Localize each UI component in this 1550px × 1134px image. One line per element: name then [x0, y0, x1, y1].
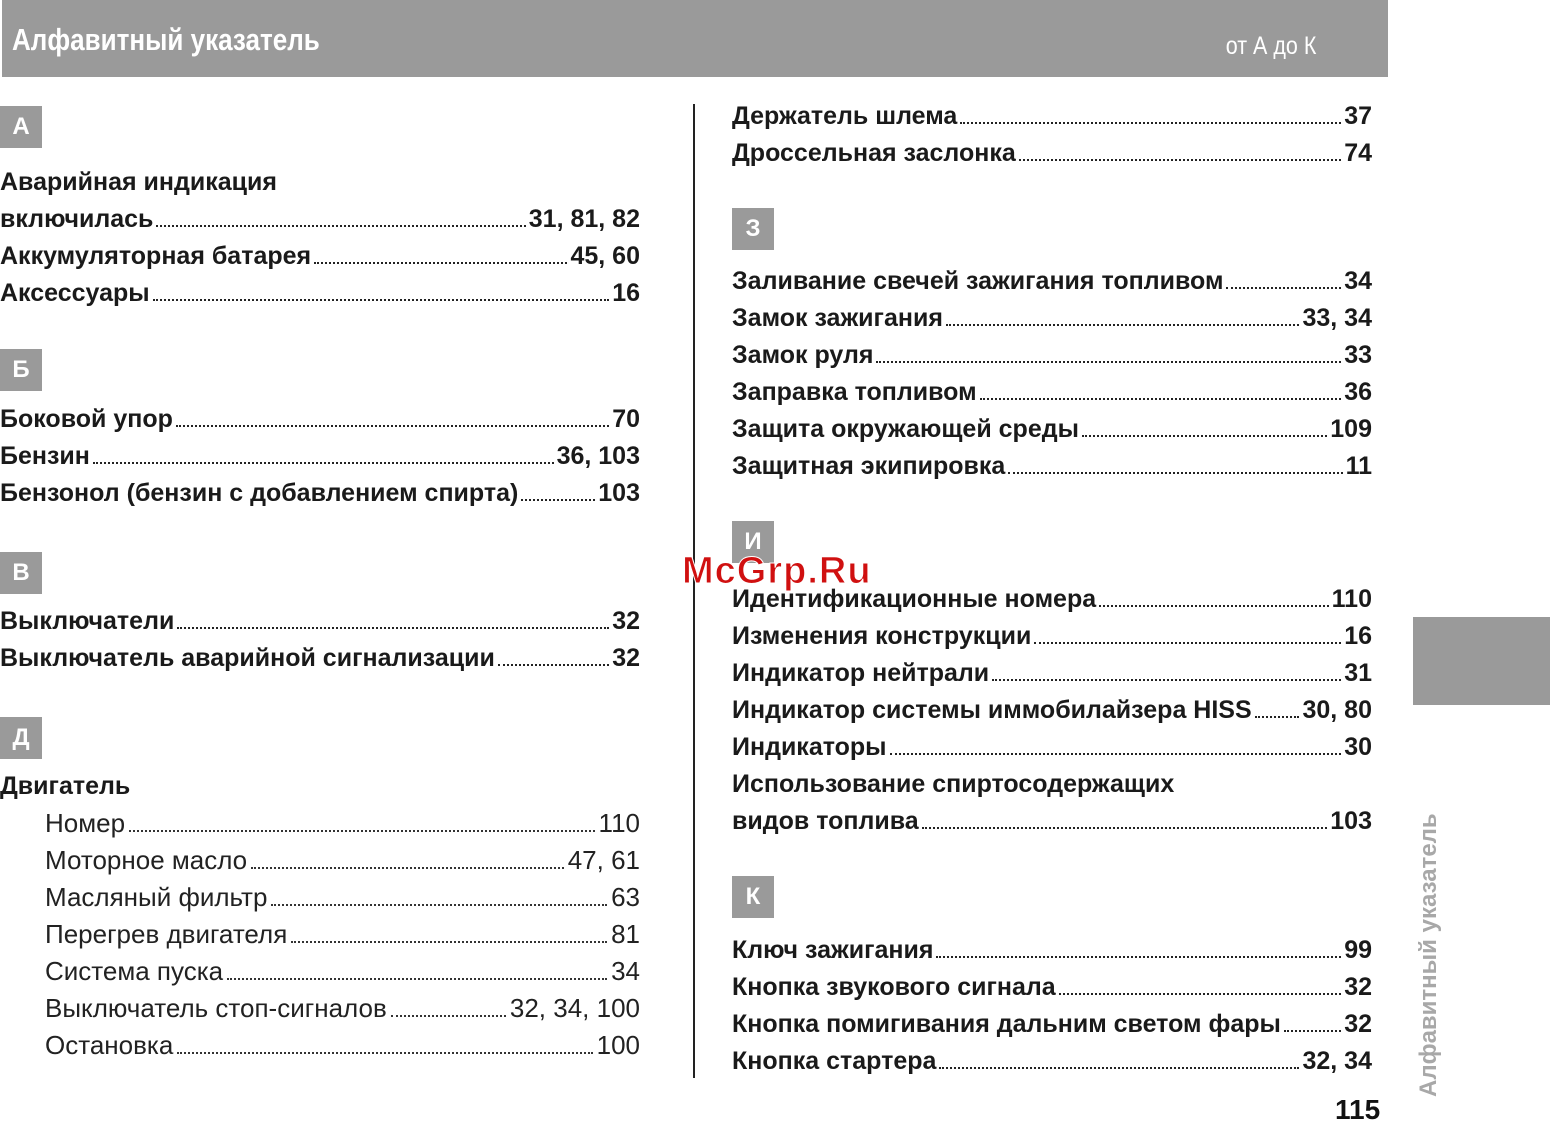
subentry-pages: 32, 34, 100 — [509, 993, 640, 1023]
entry-pages: 30 — [1344, 733, 1372, 761]
subentry-term: Перегрев двигателя — [45, 919, 288, 949]
entry-term: Заливание свечей зажигания топливом — [732, 267, 1224, 295]
section-letter: Б — [0, 349, 42, 391]
entry-term: Кнопка звукового сигнала — [732, 973, 1056, 1001]
index-subentry — [0, 953, 640, 990]
subentry-pages: 34 — [611, 956, 640, 986]
entry-pages: 32 — [612, 607, 640, 635]
subentry-term: Выключатель стоп-сигналов — [45, 993, 387, 1023]
entry-pages: 74 — [1344, 139, 1372, 167]
leader-dots — [1008, 472, 1342, 474]
subentry-pages: 81 — [611, 919, 640, 949]
entry-pages: 32 — [612, 644, 640, 672]
section-k — [732, 876, 1372, 1080]
index-entry — [732, 729, 1372, 766]
page-header — [2, 0, 1388, 77]
subentry-pages: 100 — [596, 1030, 640, 1060]
index-entry — [0, 275, 640, 312]
entry-pages: 32 — [1344, 973, 1372, 1001]
index-entry — [0, 401, 640, 438]
entry-pages: 37 — [1344, 102, 1372, 130]
leader-dots — [1099, 605, 1329, 607]
entry-pages: 33 — [1344, 341, 1372, 369]
section-letter: И — [732, 521, 774, 563]
leader-dots — [177, 627, 609, 629]
index-heading: Аварийная индикация — [0, 168, 277, 196]
entry-term: Аккумуляторная батарея — [0, 242, 312, 270]
leader-dots — [922, 827, 1328, 829]
entry-pages: 31, 81, 82 — [528, 205, 640, 233]
entry-term: Бензонол (бензин с добавлением спирта) — [0, 479, 519, 507]
index-entry — [732, 448, 1372, 485]
subentry-pages: 47, 61 — [567, 845, 640, 875]
leader-dots — [391, 1015, 506, 1017]
entry-term: Заправка топливом — [732, 378, 977, 406]
letter-range: от А до К — [1225, 32, 1316, 60]
index-heading: Использование спиртосодержащих — [732, 770, 1175, 798]
entry-term: Держатель шлема — [732, 102, 958, 130]
entry-pages: 45, 60 — [570, 242, 640, 270]
entry-term: Выключатели — [0, 607, 175, 635]
index-entry — [732, 655, 1372, 692]
entry-pages: 36 — [1344, 378, 1372, 406]
entry-term: Кнопка помигивания дальним светом фары — [732, 1010, 1281, 1038]
entry-term: Дроссельная заслонка — [732, 139, 1016, 167]
index-entry — [732, 932, 1372, 969]
entry-term: Защитная экипировка — [732, 452, 1006, 480]
leader-dots — [176, 425, 609, 427]
leader-dots — [939, 1067, 1299, 1069]
entry-term: Идентификационные номера — [732, 585, 1097, 613]
entry-term: Защита окружающей среды — [732, 415, 1079, 443]
leader-dots — [936, 956, 1341, 958]
index-entry — [732, 98, 1372, 135]
index-subentry — [0, 990, 640, 1027]
entry-pages: 11 — [1345, 452, 1372, 480]
leader-dots — [129, 830, 595, 832]
leader-dots — [314, 262, 567, 264]
index-entry — [732, 337, 1372, 374]
subentry-pages: 110 — [598, 808, 640, 838]
leader-dots — [876, 361, 1341, 363]
leader-dots — [498, 664, 609, 666]
leader-dots — [1034, 642, 1341, 644]
watermark: McGrp.Ru — [682, 550, 872, 592]
index-subentry — [0, 1027, 640, 1064]
leader-dots — [992, 679, 1341, 681]
index-entry — [732, 1043, 1372, 1080]
section-a — [0, 106, 640, 312]
leader-dots — [960, 122, 1341, 124]
subentry-term: Масляный фильтр — [45, 882, 268, 912]
leader-dots — [890, 753, 1342, 755]
section-letter: В — [0, 552, 42, 594]
side-label: Алфавитный указатель — [1415, 813, 1442, 1097]
leader-dots — [946, 324, 1300, 326]
leader-dots — [521, 499, 595, 501]
leader-dots — [93, 462, 554, 464]
entry-term: Индикатор системы иммобилайзера HISS — [732, 696, 1252, 724]
entry-pages: 16 — [612, 279, 640, 307]
leader-dots — [1255, 716, 1300, 718]
index-entry — [732, 374, 1372, 411]
entry-term: включилась — [0, 205, 154, 233]
subentry-term: Номер — [45, 808, 126, 838]
subentry-term: Система пуска — [45, 956, 224, 986]
index-entry — [0, 640, 640, 677]
page-number: 115 — [1335, 1094, 1381, 1125]
leader-dots — [1284, 1030, 1341, 1032]
section-letter: Д — [0, 717, 42, 759]
section-d-continued — [732, 98, 1372, 172]
entry-pages: 109 — [1330, 415, 1372, 443]
leader-dots — [980, 398, 1342, 400]
index-entry — [732, 969, 1372, 1006]
section-d — [0, 717, 640, 1064]
section-z — [732, 208, 1372, 485]
leader-dots — [291, 941, 607, 943]
entry-pages: 70 — [612, 405, 640, 433]
entry-pages: 16 — [1344, 622, 1372, 650]
index-subentry — [0, 805, 640, 842]
side-tab — [1413, 617, 1550, 705]
entry-term: Кнопка стартера — [732, 1047, 937, 1075]
subentry-pages: 63 — [611, 882, 640, 912]
index-entry — [732, 692, 1372, 729]
section-letter: К — [732, 876, 774, 918]
entry-term: Ключ зажигания — [732, 936, 934, 964]
entry-pages: 99 — [1344, 936, 1372, 964]
index-subentry — [0, 842, 640, 879]
leader-dots — [271, 904, 607, 906]
entry-pages: 34 — [1344, 267, 1372, 295]
entry-term: Бензин — [0, 442, 90, 470]
section-letter: З — [732, 208, 774, 250]
entry-term: Индикатор нейтрали — [732, 659, 990, 687]
section-letter: А — [0, 106, 42, 148]
left-column — [0, 100, 640, 1064]
index-subentry — [0, 879, 640, 916]
entry-pages: 36, 103 — [556, 442, 640, 470]
leader-dots — [177, 1052, 592, 1054]
index-subentry — [0, 916, 640, 953]
entry-term: видов топлива — [732, 807, 919, 835]
index-entry — [732, 803, 1372, 840]
index-entry — [0, 475, 640, 512]
entry-pages: 33, 34 — [1302, 304, 1372, 332]
index-entry — [732, 135, 1372, 172]
subentry-term: Остановка — [45, 1030, 174, 1060]
entry-pages: 30, 80 — [1302, 696, 1372, 724]
index-entry — [732, 411, 1372, 448]
section-b — [0, 349, 640, 512]
page-title: Алфавитный указатель — [12, 22, 320, 57]
entry-pages: 32, 34 — [1302, 1047, 1372, 1075]
entry-term: Замок зажигания — [732, 304, 943, 332]
index-entry — [732, 263, 1372, 300]
index-entry — [0, 201, 640, 238]
leader-dots — [1082, 435, 1327, 437]
entry-term: Выключатель аварийной сигнализации — [0, 644, 495, 672]
index-entry — [732, 618, 1372, 655]
leader-dots — [1226, 287, 1341, 289]
section-v — [0, 552, 640, 677]
index-entry — [0, 238, 640, 275]
index-heading: Двигатель — [0, 772, 131, 800]
entry-pages: 32 — [1344, 1010, 1372, 1038]
entry-pages: 110 — [1331, 585, 1372, 613]
entry-pages: 103 — [1330, 807, 1372, 835]
subentry-term: Моторное масло — [45, 845, 248, 875]
leader-dots — [251, 867, 564, 869]
entry-pages: 31 — [1344, 659, 1372, 687]
leader-dots — [1019, 159, 1341, 161]
entry-term: Изменения конструкции — [732, 622, 1032, 650]
index-entry — [0, 438, 640, 475]
leader-dots — [1059, 993, 1341, 995]
leader-dots — [156, 225, 525, 227]
index-entry — [732, 300, 1372, 337]
leader-dots — [227, 978, 607, 980]
entry-term: Индикаторы — [732, 733, 887, 761]
index-entry — [732, 1006, 1372, 1043]
index-entry — [0, 603, 640, 640]
leader-dots — [153, 299, 610, 301]
entry-term: Замок руля — [732, 341, 874, 369]
entry-pages: 103 — [598, 479, 640, 507]
entry-term: Боковой упор — [0, 405, 173, 433]
entry-term: Аксессуары — [0, 279, 150, 307]
